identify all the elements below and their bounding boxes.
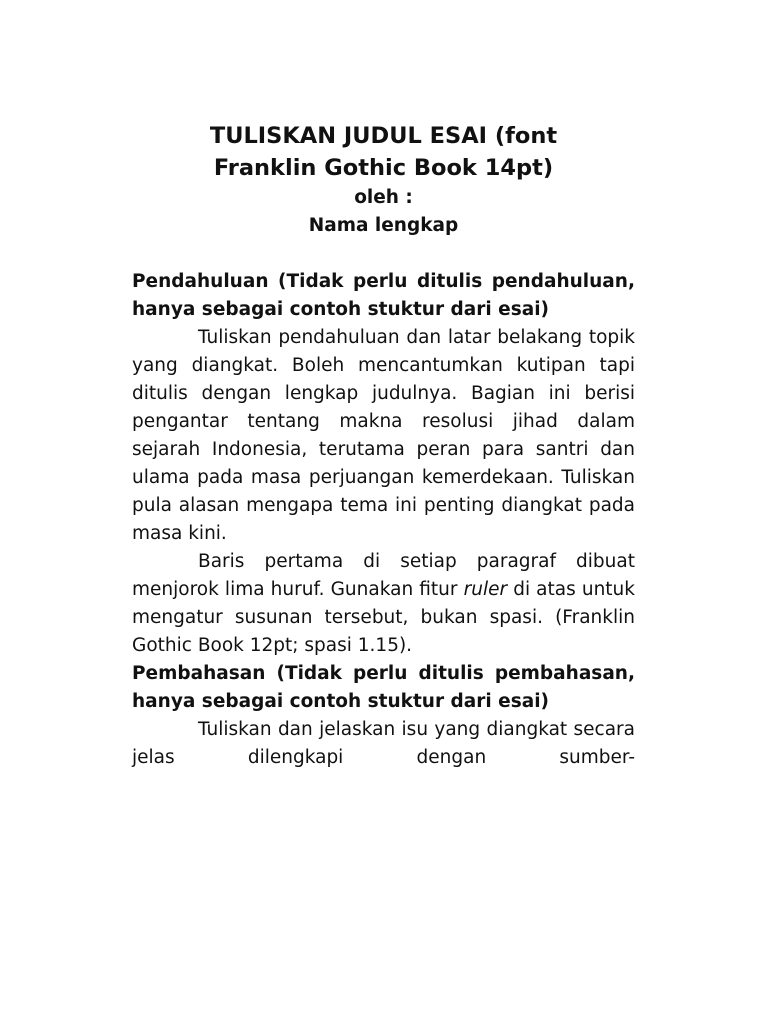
author-name: Nama lengkap xyxy=(308,215,459,236)
byline-label: oleh : xyxy=(354,187,413,208)
paragraph-text: Baris pertama di setiap paragraf dibuat menjorok lima huruf. Gunakan fitur xyxy=(132,551,635,600)
section-heading-pembahasan: Pembahasan (Tidak perlu ditulis pembahasan, hanya sebagai contoh stuktur dari esai) xyxy=(132,663,635,712)
paragraph-pembahasan-1: Tuliskan dan jelaskan isu yang diangkat secara jelas dilengkapi dengan sumber- xyxy=(132,719,635,768)
document-page xyxy=(132,120,635,772)
paragraph-text: di atas untuk mengatur susunan tersebut, bukan spasi. (Franklin Gothic Book 12pt; spasi 1.15). xyxy=(132,579,636,656)
paragraph-pendahuluan-1: Tuliskan pendahuluan dan latar belakang topik yang diangkat. Boleh mencantumkan kutipan tapi ditulis dengan lengkap judulnya. Bagian ini berisi pengantar tentang makna resolusi jihad dalam sejarah Indonesia, terutama peran para santri dan ulama pada masa perjuangan kemerdekaan. Tuliskan pula alasan mengapa tema ini penting diangkat pada masa kini. xyxy=(132,327,635,544)
italic-term: ruler xyxy=(463,579,508,600)
essay-title-line-1: TULISKAN JUDUL ESAI (font xyxy=(209,123,558,149)
blank-line xyxy=(132,240,635,268)
paragraph-pendahuluan-2 xyxy=(132,548,635,660)
essay-title-line-2: Franklin Gothic Book 14pt) xyxy=(213,155,554,181)
section-heading-pendahuluan: Pendahuluan (Tidak perlu ditulis pendahuluan, hanya sebagai contoh stuktur dari esai) xyxy=(132,271,635,320)
